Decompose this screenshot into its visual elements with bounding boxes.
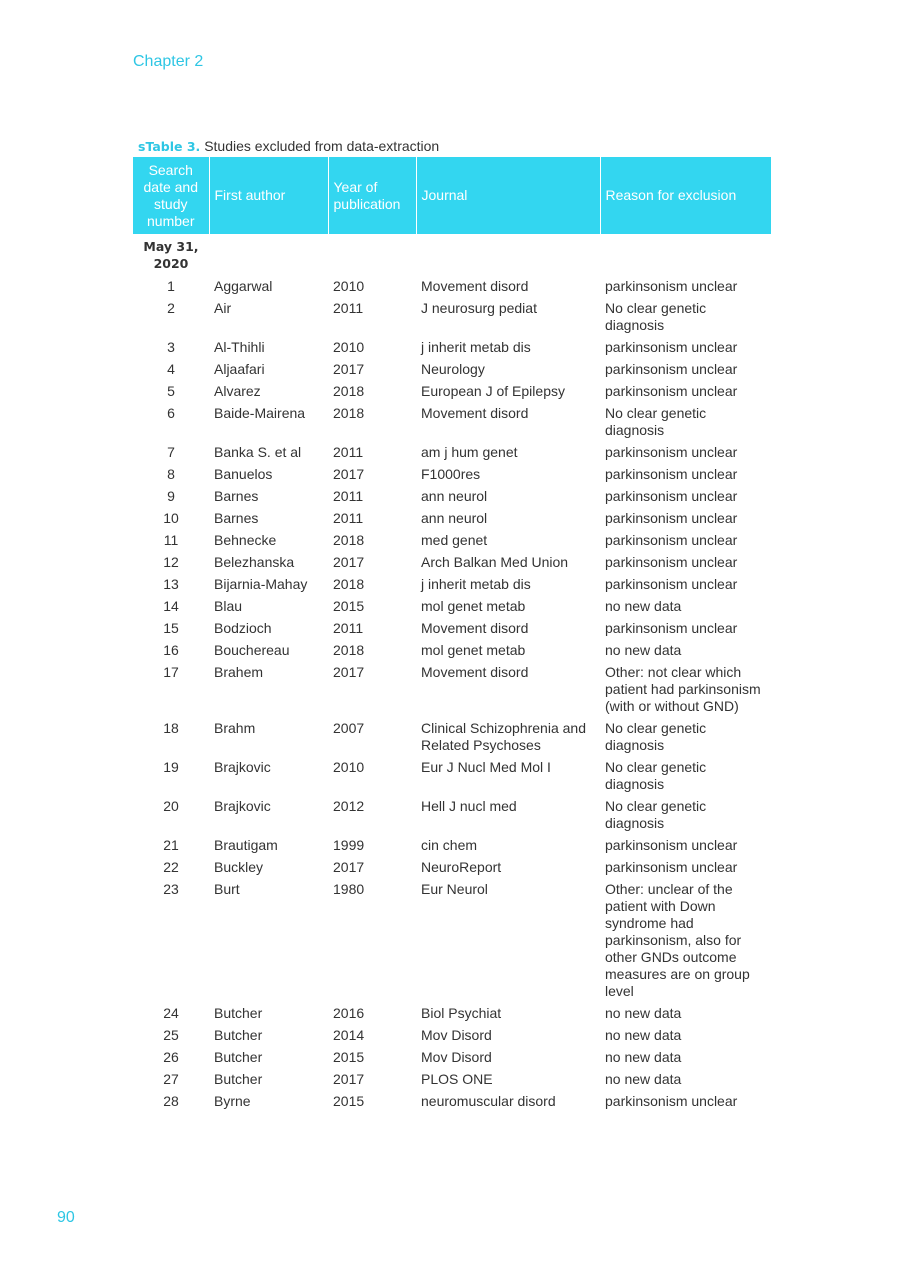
table-row (133, 336, 771, 358)
cell-study-number: 14 (163, 597, 179, 614)
cell-journal: mol genet metab (421, 641, 526, 658)
cell-reason: no new data (605, 641, 682, 658)
cell-journal: Eur J Nucl Med Mol I (421, 758, 551, 775)
cell-study-number: 3 (167, 338, 175, 355)
cell-year: 2012 (333, 797, 365, 814)
cell-study-number: 18 (163, 719, 179, 736)
cell-year: 2017 (333, 465, 365, 482)
cell-reason: parkinsonism unclear (605, 858, 738, 875)
col-header-year: Year of publication (328, 157, 416, 234)
cell-reason: parkinsonism unclear (605, 360, 738, 377)
cell-journal: Arch Balkan Med Union (421, 553, 569, 570)
cell-year: 2011 (333, 487, 364, 504)
table-row (133, 275, 771, 297)
table-row (133, 617, 771, 639)
table-row (133, 529, 771, 551)
col-header-reason: Reason for exclusion (600, 157, 771, 234)
table-caption (138, 138, 439, 154)
cell-journal: ann neurol (421, 487, 488, 504)
cell-reason: parkinsonism unclear (605, 487, 738, 504)
cell-journal: Mov Disord (421, 1048, 492, 1065)
table-row (133, 551, 771, 573)
table-row (133, 1046, 771, 1068)
table-row (133, 358, 771, 380)
cell-reason: parkinsonism unclear (605, 531, 738, 548)
cell-journal: Biol Psychiat (421, 1004, 502, 1021)
cell-journal: neuromuscular disord (421, 1092, 556, 1109)
cell-first-author: Butcher (214, 1026, 263, 1043)
table-row (133, 1002, 771, 1024)
cell-reason: No clear genetic diagnosis (605, 797, 707, 831)
cell-year: 2017 (333, 360, 365, 377)
page-number: 90 (57, 1209, 75, 1226)
cell-year: 2015 (333, 597, 365, 614)
chapter-header: Chapter 2 (133, 53, 204, 70)
cell-first-author: Butcher (214, 1004, 263, 1021)
cell-year: 1980 (333, 880, 365, 897)
cell-first-author: Brahem (214, 663, 264, 680)
cell-first-author: Brautigam (214, 836, 278, 853)
cell-reason: parkinsonism unclear (605, 277, 738, 294)
cell-journal: F1000res (421, 465, 481, 482)
cell-journal: Movement disord (421, 277, 529, 294)
cell-study-number: 23 (163, 880, 179, 897)
cell-journal: cin chem (421, 836, 478, 853)
cell-first-author: Bouchereau (214, 641, 290, 658)
cell-journal: am j hum genet (421, 443, 518, 460)
cell-year: 2018 (333, 531, 365, 548)
cell-first-author: Blau (214, 597, 243, 614)
cell-study-number: 13 (163, 575, 179, 592)
cell-reason: parkinsonism unclear (605, 465, 738, 482)
table-caption-text: Studies excluded from data-extraction (200, 138, 440, 154)
cell-first-author: Behnecke (214, 531, 277, 548)
cell-year: 1999 (333, 836, 365, 853)
cell-study-number: 20 (163, 797, 179, 814)
cell-study-number: 26 (163, 1048, 179, 1065)
cell-year: 2014 (333, 1026, 365, 1043)
table-row (133, 795, 771, 834)
cell-study-number: 6 (167, 404, 175, 421)
table-header-row (133, 157, 771, 234)
cell-year: 2017 (333, 553, 365, 570)
cell-first-author: Brajkovic (214, 758, 271, 775)
cell-first-author: Bodzioch (214, 619, 272, 636)
cell-reason: parkinsonism unclear (605, 1092, 738, 1109)
table-row (133, 380, 771, 402)
cell-year: 2011 (333, 509, 364, 526)
cell-first-author: Baide-Mairena (214, 404, 306, 421)
cell-journal: Eur Neurol (421, 880, 488, 897)
cell-year: 2017 (333, 663, 365, 680)
cell-reason: parkinsonism unclear (605, 553, 738, 570)
cell-year: 2017 (333, 858, 365, 875)
cell-reason: Other: not clear which patient had parkinsonism (with or without GND) (605, 663, 761, 714)
cell-first-author: Barnes (214, 509, 259, 526)
table-row (133, 1090, 771, 1112)
cell-first-author: Barnes (214, 487, 259, 504)
table-row (133, 661, 771, 717)
cell-journal: Clinical Schizophrenia and Related Psychoses (421, 719, 586, 753)
cell-year: 2011 (333, 299, 364, 316)
table-row (133, 595, 771, 617)
cell-journal: Mov Disord (421, 1026, 492, 1043)
cell-reason: parkinsonism unclear (605, 836, 738, 853)
table-row (133, 402, 771, 441)
cell-journal: J neurosurg pediat (421, 299, 537, 316)
cell-study-number: 21 (163, 836, 179, 853)
cell-reason: No clear genetic diagnosis (605, 719, 707, 753)
cell-first-author: Byrne (214, 1092, 251, 1109)
cell-year: 2010 (333, 338, 365, 355)
cell-first-author: Butcher (214, 1048, 263, 1065)
cell-year: 2018 (333, 404, 365, 421)
table-caption-label: sTable 3. (138, 139, 201, 154)
cell-study-number: 4 (167, 360, 175, 377)
cell-year: 2011 (333, 443, 364, 460)
cell-year: 2011 (333, 619, 364, 636)
cell-study-number: 9 (167, 487, 175, 504)
cell-reason: no new data (605, 597, 682, 614)
cell-year: 2016 (333, 1004, 365, 1021)
cell-first-author: Brajkovic (214, 797, 271, 814)
cell-first-author: Banka S. et al (214, 443, 302, 460)
cell-reason: parkinsonism unclear (605, 338, 738, 355)
cell-first-author: Brahm (214, 719, 256, 736)
cell-year: 2015 (333, 1092, 365, 1109)
cell-reason: parkinsonism unclear (605, 382, 738, 399)
cell-first-author: Banuelos (214, 465, 273, 482)
table-row (133, 463, 771, 485)
cell-first-author: Alvarez (214, 382, 261, 399)
cell-year: 2017 (333, 1070, 365, 1087)
cell-journal: Movement disord (421, 404, 529, 421)
cell-year: 2018 (333, 575, 365, 592)
cell-first-author: Buckley (214, 858, 264, 875)
cell-journal: Neurology (421, 360, 485, 377)
table-row (133, 834, 771, 856)
cell-year: 2015 (333, 1048, 365, 1065)
cell-study-number: 8 (167, 465, 175, 482)
cell-reason: Other: unclear of the patient with Down syndrome had parkinsonism, also for other GNDs outcome measures are on group level (605, 880, 750, 999)
cell-year: 2010 (333, 277, 365, 294)
cell-reason: no new data (605, 1070, 682, 1087)
cell-first-author: Bijarnia-Mahay (214, 575, 308, 592)
col-header-first-author: First author (209, 157, 328, 234)
col-header-journal: Journal (416, 157, 600, 234)
cell-study-number: 10 (163, 509, 179, 526)
table-row (133, 1024, 771, 1046)
cell-first-author: Aggarwal (214, 277, 273, 294)
table-row (133, 756, 771, 795)
cell-journal: Movement disord (421, 663, 529, 680)
table-row (133, 878, 771, 1002)
cell-reason: No clear genetic diagnosis (605, 758, 707, 792)
cell-year: 2018 (333, 641, 365, 658)
cell-journal: European J of Epilepsy (421, 382, 565, 399)
table-row (133, 856, 771, 878)
cell-first-author: Aljaafari (214, 360, 265, 377)
cell-first-author: Butcher (214, 1070, 263, 1087)
cell-study-number: 11 (163, 531, 179, 548)
table-row (133, 639, 771, 661)
cell-first-author: Air (214, 299, 232, 316)
table-row (133, 507, 771, 529)
cell-reason: parkinsonism unclear (605, 575, 738, 592)
cell-study-number: 12 (163, 553, 179, 570)
table-row (133, 297, 771, 336)
cell-journal: med genet (421, 531, 488, 548)
cell-study-number: 27 (163, 1070, 179, 1087)
cell-reason: no new data (605, 1048, 682, 1065)
cell-journal: j inherit metab dis (421, 575, 531, 592)
table-row (133, 441, 771, 463)
cell-first-author: Burt (214, 880, 240, 897)
cell-first-author: Belezhanska (214, 553, 295, 570)
cell-study-number: 2 (167, 299, 175, 316)
cell-journal: PLOS ONE (421, 1070, 493, 1087)
cell-reason: No clear genetic diagnosis (605, 299, 707, 333)
table-row (133, 485, 771, 507)
cell-reason: parkinsonism unclear (605, 509, 738, 526)
cell-journal: Hell J nucl med (421, 797, 517, 814)
cell-study-number: 7 (167, 443, 175, 460)
group-label: May 31, 2020 (143, 239, 199, 271)
cell-year: 2007 (333, 719, 365, 736)
cell-reason: parkinsonism unclear (605, 443, 738, 460)
cell-reason: parkinsonism unclear (605, 619, 738, 636)
cell-reason: No clear genetic diagnosis (605, 404, 707, 438)
cell-study-number: 1 (167, 277, 175, 294)
cell-study-number: 5 (167, 382, 175, 399)
cell-year: 2018 (333, 382, 365, 399)
cell-study-number: 28 (163, 1092, 179, 1109)
table-row (133, 573, 771, 595)
cell-study-number: 22 (163, 858, 179, 875)
cell-study-number: 19 (163, 758, 179, 775)
excluded-studies-table (133, 157, 771, 1112)
cell-journal: NeuroReport (421, 858, 502, 875)
cell-journal: Movement disord (421, 619, 529, 636)
group-row (133, 234, 771, 275)
cell-study-number: 15 (163, 619, 179, 636)
cell-study-number: 16 (163, 641, 179, 658)
cell-reason: no new data (605, 1026, 682, 1043)
cell-first-author: Al-Thihli (214, 338, 265, 355)
col-header-study-number: Search date and study number (133, 157, 209, 234)
cell-study-number: 24 (163, 1004, 179, 1021)
cell-journal: ann neurol (421, 509, 488, 526)
cell-journal: mol genet metab (421, 597, 526, 614)
table-row (133, 717, 771, 756)
table-row (133, 1068, 771, 1090)
cell-journal: j inherit metab dis (421, 338, 531, 355)
cell-year: 2010 (333, 758, 365, 775)
cell-study-number: 17 (163, 663, 179, 680)
cell-study-number: 25 (163, 1026, 179, 1043)
cell-reason: no new data (605, 1004, 682, 1021)
